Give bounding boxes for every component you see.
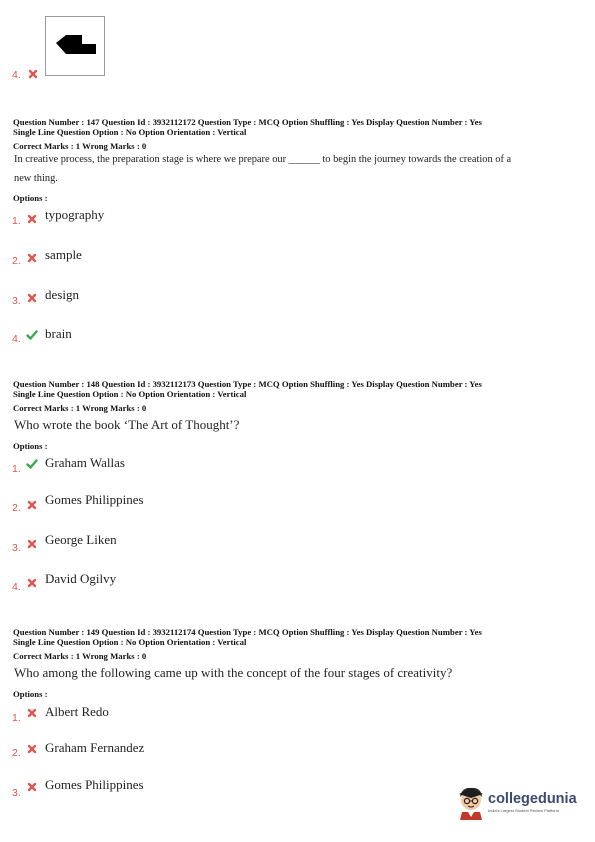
- collegedunia-logo: [456, 784, 581, 824]
- question-meta: Question Number : 148 Question Id : 3932112173 Question Type : MCQ Option Shuffling : Yes Display Question Number : Yes: [13, 379, 482, 389]
- option-number: 2.: [12, 747, 21, 759]
- option-number: 4.: [12, 69, 21, 81]
- wrong-mark-icon: [26, 743, 38, 755]
- wrong-mark-icon: [26, 781, 38, 793]
- option-text: Gomes Philippines: [45, 777, 144, 792]
- correct-check-icon: [26, 458, 38, 470]
- wrong-mark-icon: [26, 499, 38, 511]
- option-number: 3.: [12, 295, 21, 307]
- question-marks: Correct Marks : 1 Wrong Marks : 0: [13, 141, 147, 151]
- question-marks: Correct Marks : 1 Wrong Marks : 0: [13, 651, 147, 661]
- option-number: 4.: [12, 333, 21, 345]
- question-text: In creative process, the preparation stage is where we prepare our ______ to begin the journey towards the creation of a: [14, 154, 512, 165]
- student-mascot-icon: [456, 786, 486, 820]
- options-label: Options :: [13, 441, 48, 451]
- arrow-shape-icon: [46, 17, 104, 75]
- correct-check-icon: [26, 329, 38, 341]
- wrong-mark-icon: [27, 68, 39, 80]
- option-text: Gomes Philippines: [45, 492, 144, 507]
- option-text: David Ogilvy: [45, 571, 117, 586]
- question-text: Who among the following came up with the concept of the four stages of creativity?: [14, 665, 453, 680]
- option-number: 2.: [12, 255, 21, 267]
- option-text: sample: [45, 247, 82, 262]
- option-number: 3.: [12, 787, 21, 799]
- options-label: Options :: [13, 689, 48, 699]
- option-text: George Liken: [45, 532, 117, 547]
- option-text: design: [45, 287, 79, 302]
- option-number: 2.: [12, 502, 21, 514]
- logo-name: collegedunia: [488, 791, 577, 807]
- question-text: Who wrote the book ‘The Art of Thought’?: [14, 417, 240, 432]
- option-number: 1.: [12, 463, 21, 475]
- wrong-mark-icon: [26, 707, 38, 719]
- option-number: 1.: [12, 215, 21, 227]
- wrong-mark-icon: [26, 577, 38, 589]
- wrong-mark-icon: [26, 292, 38, 304]
- logo-tagline: India's Largest Student Review Platform: [488, 808, 560, 813]
- question-marks: Correct Marks : 1 Wrong Marks : 0: [13, 403, 147, 413]
- options-label: Options :: [13, 193, 48, 203]
- option-text: typography: [45, 207, 105, 222]
- wrong-mark-icon: [26, 252, 38, 264]
- question-meta-options: Single Line Question Option : No Option Orientation : Vertical: [13, 127, 247, 137]
- option-text: Albert Redo: [45, 704, 109, 719]
- option-number: 3.: [12, 542, 21, 554]
- option-number: 4.: [12, 581, 21, 593]
- option-image: [45, 16, 105, 76]
- option-number: 1.: [12, 712, 21, 724]
- option-text: brain: [45, 326, 72, 341]
- question-meta-options: Single Line Question Option : No Option Orientation : Vertical: [13, 637, 247, 647]
- option-text: Graham Wallas: [45, 455, 125, 470]
- wrong-mark-icon: [26, 213, 38, 225]
- wrong-mark-icon: [26, 538, 38, 550]
- question-meta: Question Number : 149 Question Id : 3932112174 Question Type : MCQ Option Shuffling : Yes Display Question Number : Yes: [13, 627, 482, 637]
- question-text-continued: new thing.: [14, 173, 58, 184]
- question-meta-options: Single Line Question Option : No Option Orientation : Vertical: [13, 389, 247, 399]
- option-text: Graham Fernandez: [45, 740, 145, 755]
- question-meta: Question Number : 147 Question Id : 3932112172 Question Type : MCQ Option Shuffling : Yes Display Question Number : Yes: [13, 117, 482, 127]
